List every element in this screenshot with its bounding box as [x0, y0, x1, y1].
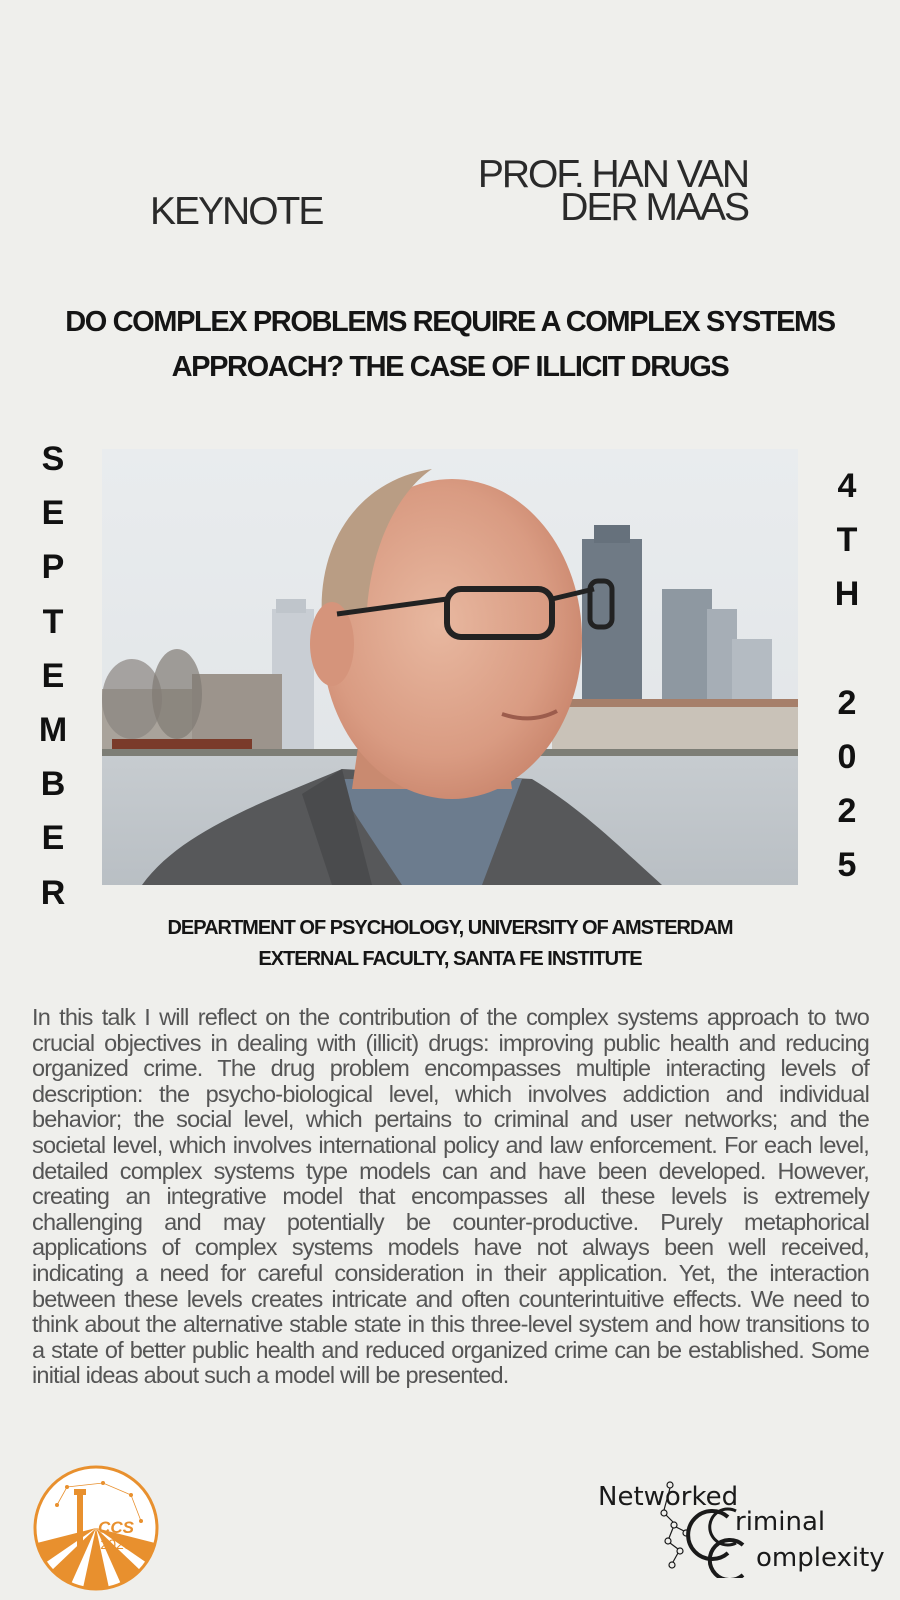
month-letter: S [41, 440, 65, 478]
ncc-logo [598, 1473, 890, 1578]
month-letter: R [40, 873, 66, 912]
speaker-photo-illustration [102, 449, 798, 885]
date-vertical [826, 459, 868, 893]
month-letter: E [41, 819, 65, 858]
month-letter: B [40, 765, 66, 804]
tower-icon [77, 1493, 83, 1547]
ccs-2025-logo [33, 1465, 159, 1591]
ccs-logo-graphic [33, 1465, 159, 1591]
year-digit: 2 [837, 683, 857, 722]
speaker-name-line2: DER MAAS [560, 186, 748, 229]
day-letter: H [834, 575, 860, 614]
ncc-logo-word-networked: Networked [598, 1482, 739, 1512]
ccs-logo-year: 2025 [100, 1536, 132, 1552]
day-letter: T [836, 521, 858, 560]
speaker-name-line1: PROF. HAN VAN [477, 153, 748, 196]
ncc-logo-graphic [598, 1473, 890, 1578]
year-digit: 2 [837, 792, 857, 831]
c-letter-icon [688, 1511, 728, 1559]
abstract-text: In this talk I will reflect on the contribution of the complex systems approach to two crucial objectives in dealing with (illicit) drugs: improving public health and reducing organized crime. The drug problem encompasses multiple interacting levels of description: the psycho-biological level, which involves addiction and individual behavior; the social level, which pertains to criminal and user networks; and the societal level, which involves international policy and law enforcement. For each level, detailed complex systems type models can and have been developed. However, creating an integrative model that encompasses all these levels is extremely challenging and may potentially be counter-productive. Purely metaphorical applications of complex systems models have not always been well received, indicating a need for careful consideration in their application. Yet, the interaction between these levels creates intricate and often counterintuitive effects. We need to think about the alternative stable state in this three-level system and how transitions to a state of better public health and reduced organized crime can be established. Some initial ideas about such a model will be presented. [32, 1004, 869, 1389]
day-letter: 4 [837, 467, 857, 505]
talk-title-line2: APPROACH? THE CASE OF ILLICIT DRUGS [171, 351, 729, 383]
talk-title [40, 300, 860, 390]
date-spacer [842, 622, 851, 676]
month-letter: T [42, 602, 64, 641]
affiliation-line2: EXTERNAL FACULTY, SANTA FE INSTITUTE [258, 948, 642, 970]
talk-title-line1: DO COMPLEX PROBLEMS REQUIRE A COMPLEX SYSTEMS [65, 306, 835, 338]
month-letter: E [41, 494, 65, 533]
month-vertical [32, 432, 74, 920]
speaker-name [470, 153, 748, 229]
year-digit: 5 [837, 846, 857, 885]
affiliation-line1: DEPARTMENT OF PSYCHOLOGY, UNIVERSITY OF AMSTERDAM [167, 917, 733, 939]
event-type-label: KEYNOTE [150, 190, 323, 233]
year-digit: 0 [837, 738, 857, 777]
ncc-logo-word-criminal: riminal [735, 1507, 826, 1537]
speaker-photo [102, 449, 798, 885]
affiliation [40, 913, 860, 975]
ncc-logo-word-complexity: omplexity [756, 1543, 885, 1573]
month-letter: P [41, 548, 65, 587]
month-letter: M [38, 711, 68, 750]
ccs-logo-text: CCS [98, 1518, 134, 1537]
month-letter: E [41, 656, 65, 695]
